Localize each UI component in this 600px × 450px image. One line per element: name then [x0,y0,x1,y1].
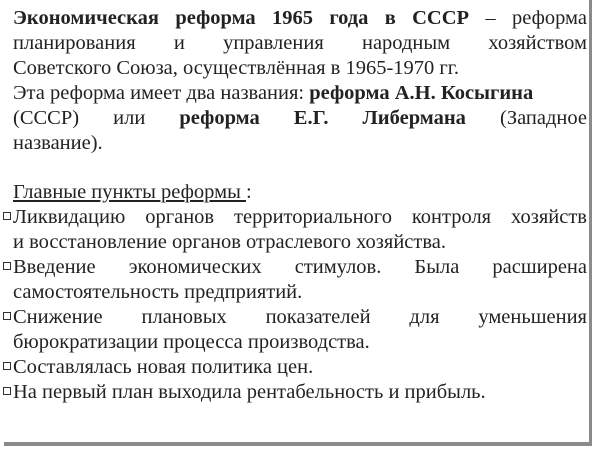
square-bullet-icon [3,387,11,395]
names-mid-1: (СССР) или [13,107,180,129]
liberman-name: реформа Е.Г. Либермана [179,107,466,129]
list-item-line-1: Ликвидацию органов территориального контроля хозяйств [13,206,587,228]
list-item-line-1: Введение экономических стимулов. Была расширена [13,256,587,278]
names-line-3: название). [13,132,103,154]
list-item [13,355,587,380]
list-item-line-1: На первый план выходила рентабельность и прибыль. [13,381,486,403]
points-heading-text: Главные пункты реформы [13,181,246,203]
list-item-line-1: Составлялась новая политика цен. [13,356,314,378]
list-item [13,205,587,255]
square-bullet-icon [3,362,11,370]
list-item [13,380,587,405]
list-item-line-2: и восстановление органов отраслевого хозяйства. [13,231,446,253]
names-line-1 [13,81,587,106]
list-item-line-1: Снижение плановых показателей для уменьшения [13,306,587,328]
intro-line-2: планирования и управления народным хозяйством [13,32,587,54]
intro-line-1 [13,6,587,31]
points-colon: : [245,181,252,203]
slide-content [13,6,587,405]
names-prefix: Эта реформа имеет два названия: [13,82,310,104]
square-bullet-icon [3,212,11,220]
list-item [13,255,587,305]
points-heading [13,180,587,205]
kosygin-name: реформа А.Н. Косыгина [309,82,534,104]
list-item-line-2: бюрократизации процесса производства. [13,331,370,353]
intro-line-1-rest: – реформа [469,7,587,29]
list-item-line-2: самостоятельность предприятий. [13,281,303,303]
names-mid-2: (Западное [465,107,587,129]
square-bullet-icon [3,262,11,270]
intro-line-3: Советского Союза, осуществлённая в 1965-1970 гг. [13,57,460,79]
list-item [13,305,587,355]
names-line-2 [13,106,587,131]
square-bullet-icon [3,312,11,320]
reform-title: Экономическая реформа 1965 года в СССР [13,7,470,29]
